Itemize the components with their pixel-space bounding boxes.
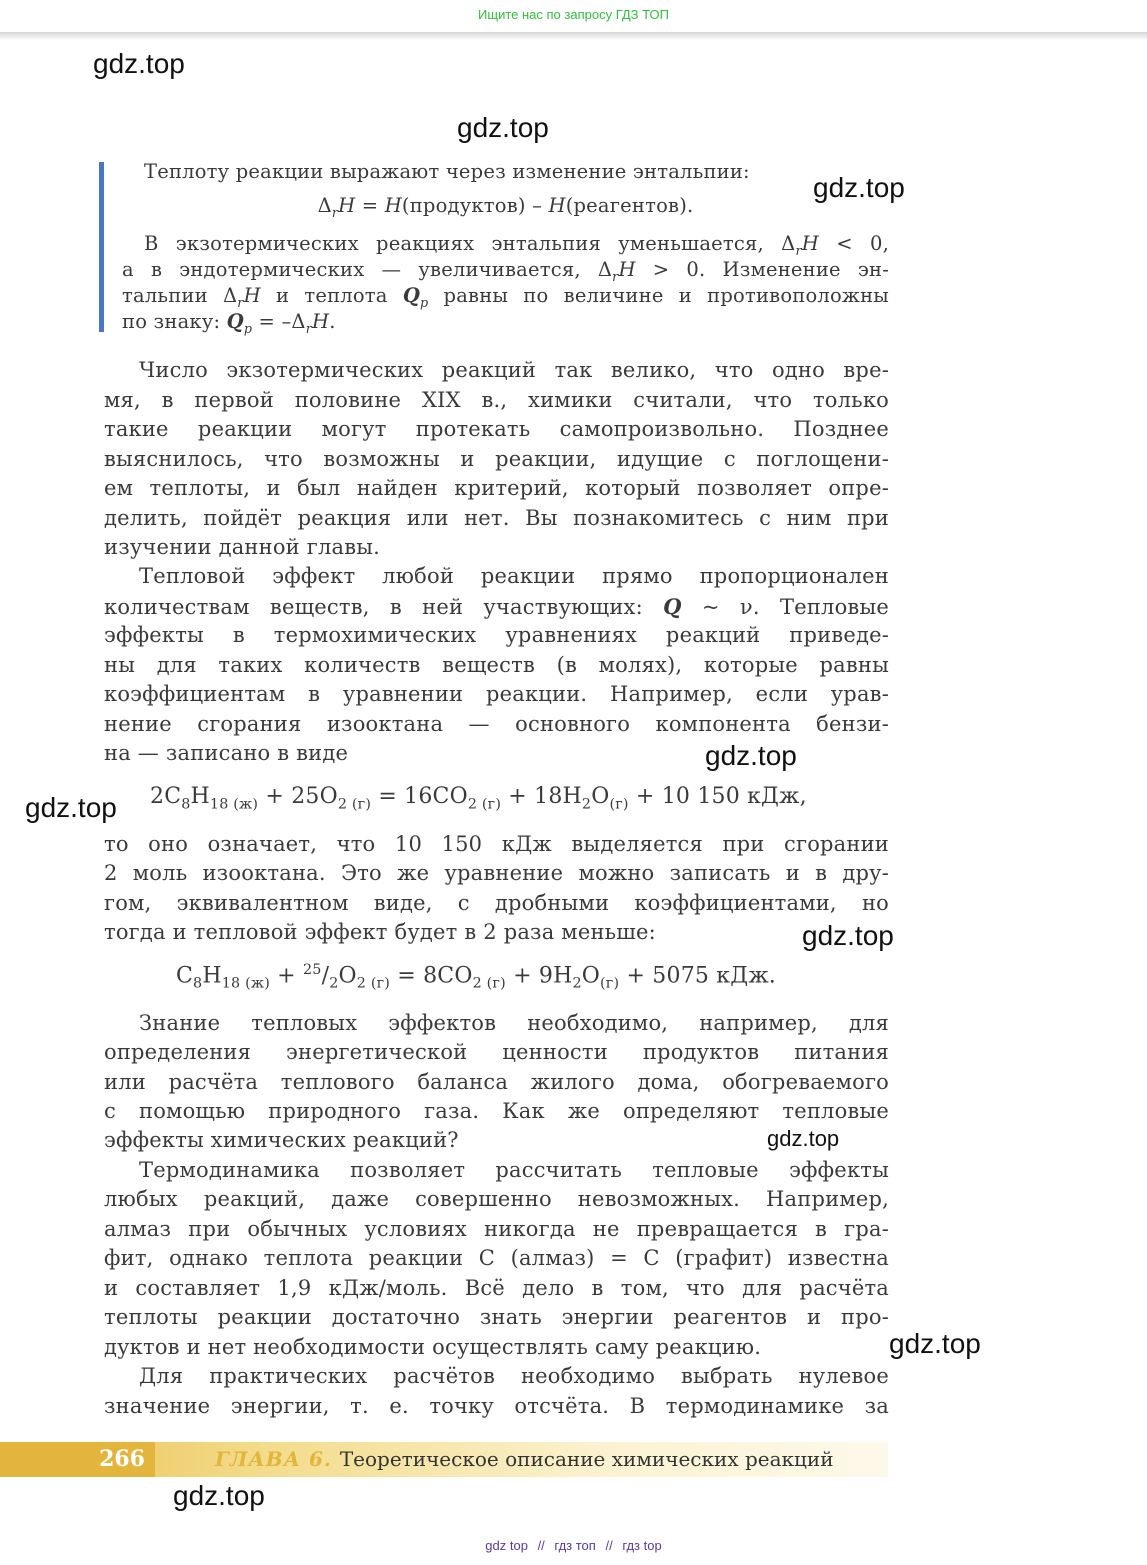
link-separator: // [605, 1538, 613, 1553]
box-intro: Теплоту реакции выражают через изменение энтальпии: [144, 160, 750, 183]
para1-line: изучении данной главы. [104, 535, 381, 559]
para4-line: с помощью природного газа. Как же определяют тепловые [104, 1099, 889, 1123]
equation-isooctane: $2C_8H_{18 (ж)} + 25O_{2 (г)} = 16CO_{2 (г)} + 18H_2O_{(г)} + 10$ 150 кДж, [150, 784, 807, 813]
para5-line: фит, однако теплота реакции С (алмаз) = С (графит) известна [104, 1246, 889, 1270]
para5-line: дуктов и нет необходимости осуществлять саму реакцию. [104, 1335, 762, 1359]
search-banner: Ищите нас по запросу ГДЗ ТОП [478, 7, 669, 22]
banner-shadow [0, 32, 1147, 40]
para2-line: эффекты в термохимических уравнениях реакций приведе- [104, 623, 889, 647]
para4-line: определения энергетической ценности продуктов питания [104, 1040, 889, 1064]
para3-line: 2 моль изооктана. Это же уравнение можно записать и в дру- [104, 861, 889, 885]
watermark: gdz.top [802, 920, 894, 951]
para1-line: такие реакции могут протекать самопроизвольно. Позднее [104, 417, 889, 441]
para2-line: ны для таких количеств веществ (в молях), которые равны [104, 653, 889, 677]
para5-line: и составляет 1,9 кДж/моль. Всё дело в том, что для расчёта [104, 1276, 889, 1300]
para1-line: Число экзотермических реакций так велико, что одно вре- [139, 358, 889, 382]
para5-line: Термодинамика позволяет рассчитать тепловые эффекты [139, 1158, 889, 1182]
link-gdz-top[interactable]: gdz top [485, 1538, 528, 1553]
watermark: gdz.top [705, 740, 797, 771]
para6-line: Для практических расчётов необходимо выбрать нулевое [139, 1364, 889, 1388]
para4-line: эффекты химических реакций? [104, 1128, 459, 1152]
watermark: gdz.top [25, 792, 117, 823]
box-line-2: а в эндотермических — увеличивается, $\Delta_rH > 0$. Изменение эн- [122, 258, 889, 284]
chapter-label: ГЛАВА 6. [215, 1447, 332, 1471]
para2-line: коэффициентам в уравнении реакции. Например, если урав- [104, 682, 889, 706]
para3-line: гом, эквивалентном виде, с дробными коэффициентами, но [104, 891, 889, 915]
watermark: gdz.top [173, 1480, 265, 1511]
para1-line: ем теплоты, и был найден критерий, который позволяет опре- [104, 476, 889, 500]
para5-line: любых реакций, даже совершенно невозможных. Например, [104, 1187, 889, 1211]
link-gdz-top-mixed[interactable]: гдз top [622, 1538, 662, 1553]
watermark: gdz.top [889, 1328, 981, 1359]
para3-line: тогда и тепловой эффект будет в 2 раза меньше: [104, 920, 656, 944]
equation-isooctane-half: $C_8H_{18 (ж)} + ^{25}/_2O_{2 (г)} = 8CO_{2 (г)} + 9H_2O_{(г)} + 5075$ кДж. [176, 962, 776, 992]
para1-line: делить, пойдёт реакция или нет. Вы познакомитесь с ним при [104, 506, 889, 530]
watermark: gdz.top [767, 1126, 840, 1151]
watermark: gdz.top [457, 112, 549, 143]
para3-line: то оно означает, что 10 150 кДж выделяется при сгорании [104, 832, 889, 856]
para1-line: мя, в первой половине XIX в., химики считали, что только [104, 388, 889, 412]
para1-line: выяснилось, что возможны и реакции, идущие с поглощени- [104, 447, 889, 471]
para2-line: количествам веществ, в ней участвующих: Q ~ ν. Тепловые [104, 594, 889, 619]
box-line-4: по знаку: $Q_p = -\Delta_rH$. [122, 310, 336, 336]
link-separator: // [537, 1538, 545, 1553]
box-line-1: В экзотермических реакциях энтальпия уменьшается, $\Delta_rH < 0$, [144, 232, 889, 258]
watermark: gdz.top [93, 48, 185, 79]
para2-line: на — записано в виде [104, 741, 349, 765]
para6-line: значение энергии, т. е. точку отсчёта. В термодинамике за [104, 1394, 889, 1418]
para4-line: Знание тепловых эффектов необходимо, например, для [139, 1011, 889, 1035]
para2-line: нение сгорания изооктана — основного компонента бензи- [104, 712, 889, 736]
para5-line: алмаз при обычных условиях никогда не превращается в гра- [104, 1217, 889, 1241]
box-formula: $\Delta_rH$ = H(продуктов) – H(реагентов). [317, 194, 694, 220]
para2-line: Тепловой эффект любой реакции прямо пропорционален [139, 564, 889, 588]
watermark: gdz.top [813, 172, 905, 203]
box-line-3: тальпии $\Delta_rH$ и теплота $Q_p$ равны по величине и противоположны [122, 284, 889, 310]
chapter-name: Теоретическое описание химических реакций [339, 1447, 834, 1471]
bottom-links [0, 1538, 1147, 1553]
link-gdz-top-ru[interactable]: гдз топ [554, 1538, 596, 1553]
page-number: 266 [0, 1442, 155, 1477]
chapter-title [215, 1442, 834, 1477]
definition-box-bar [99, 162, 104, 332]
para5-line: теплоты реакции достаточно знать энергии реагентов и про- [104, 1305, 889, 1329]
para4-line: или расчёта теплового баланса жилого дома, обогреваемого [104, 1070, 889, 1094]
